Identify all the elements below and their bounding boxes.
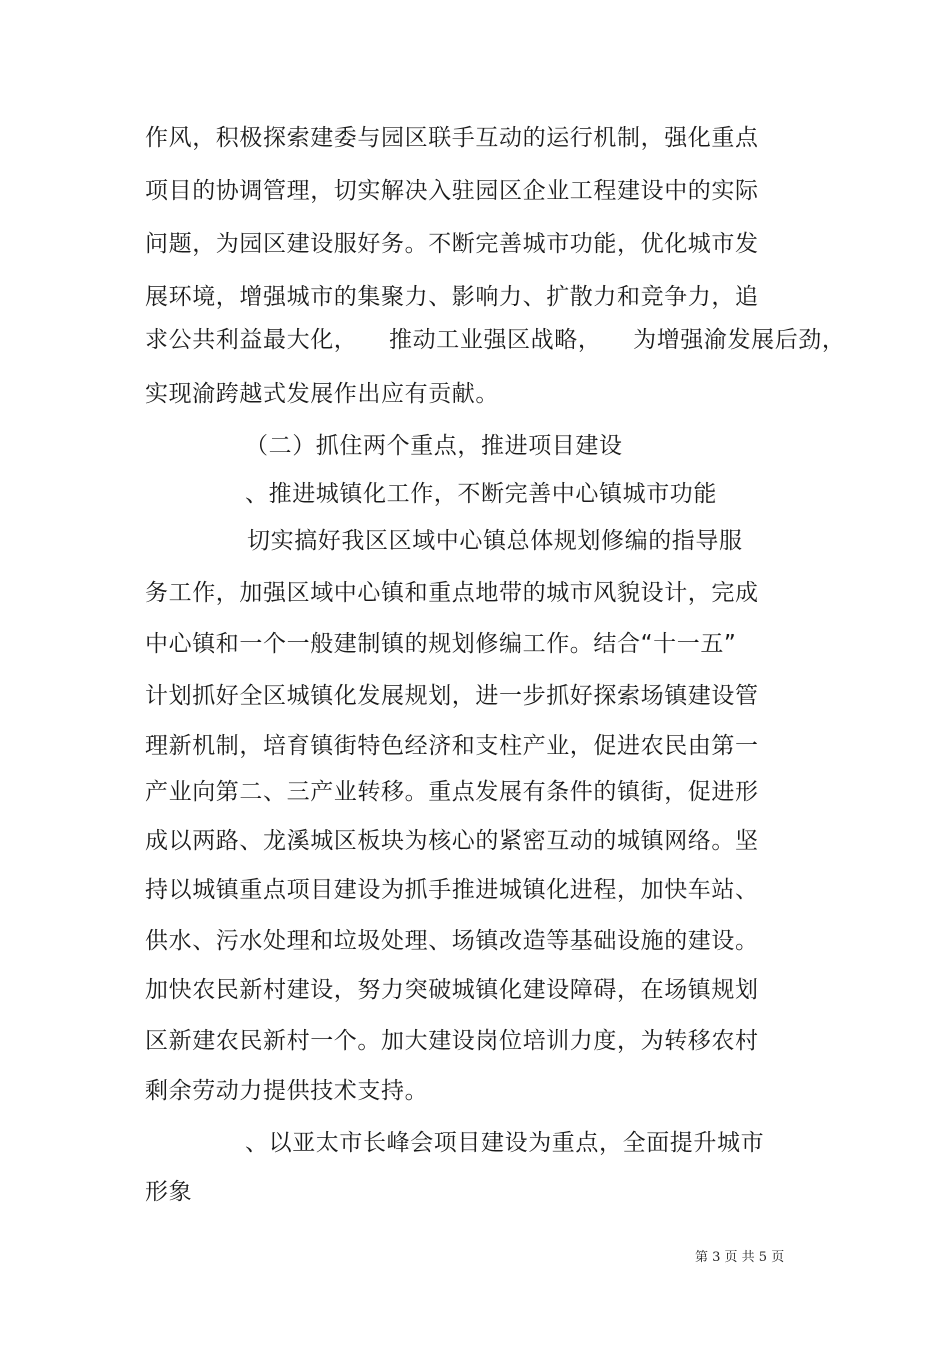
subsection-heading: 、以亚太市长峰会项目建设为重点，全面提升城市 — [245, 1130, 765, 1156]
subsection-heading: 、推进城镇化工作，不断完善中心镇城市功能 — [245, 481, 717, 507]
paragraph-line: 区新建农民新村一个。加大建设岗位培训力度，为转移农村 — [145, 1028, 759, 1054]
paragraph-line: 成以两路、龙溪城区板块为核心的紧密互动的城镇网络。坚 — [145, 828, 759, 854]
paragraph-line: 加快农民新村建设，努力突破城镇化建设障碍，在场镇规划 — [145, 977, 759, 1003]
paragraph-line: 供水、污水处理和垃圾处理、场镇改造等基础设施的建设。 — [145, 928, 759, 954]
paragraph-line: 务工作，加强区域中心镇和重点地带的城市风貌设计，完成 — [145, 580, 759, 606]
paragraph-line: 切实搞好我区区域中心镇总体规划修编的指导服 — [247, 528, 743, 554]
paragraph-line: 中心镇和一个一般建制镇的规划修编工作。结合“十一五” — [145, 631, 737, 657]
paragraph-line: 剩余劳动力提供技术支持。 — [145, 1078, 429, 1104]
paragraph-line: 项目的协调管理，切实解决入驻园区企业工程建设中的实际 — [145, 178, 759, 204]
section-heading: （二）抓住两个重点，推进项目建设 — [245, 433, 623, 459]
paragraph-line: 产业向第二、三产业转移。重点发展有条件的镇街，促进形 — [145, 779, 759, 805]
paragraph-line: 持以城镇重点项目建设为抓手推进城镇化进程，加快车站、 — [145, 877, 759, 903]
paragraph-line: 理新机制，培育镇街特色经济和支柱产业，促进农民由第一 — [145, 733, 759, 759]
paragraph-line: 实现渝跨越式发展作出应有贡献。 — [145, 381, 499, 407]
subsection-heading-continuation: 形象 — [145, 1179, 193, 1205]
paragraph-line: 求公共利益最大化， 推动工业强区战略， 为增强渝发展后劲， — [145, 327, 846, 353]
paragraph-line: 问题，为园区建设服好务。不断完善城市功能，优化城市发 — [145, 231, 759, 257]
paragraph-line: 计划抓好全区城镇化发展规划，进一步抓好探索场镇建设管 — [145, 683, 759, 709]
paragraph-line: 作风，积极探索建委与园区联手互动的运行机制，强化重点 — [145, 125, 759, 151]
paragraph-line: 展环境，增强城市的集聚力、影响力、扩散力和竞争力，追 — [145, 284, 759, 310]
page-number-footer: 第 3 页 共 5 页 — [695, 1250, 785, 1265]
